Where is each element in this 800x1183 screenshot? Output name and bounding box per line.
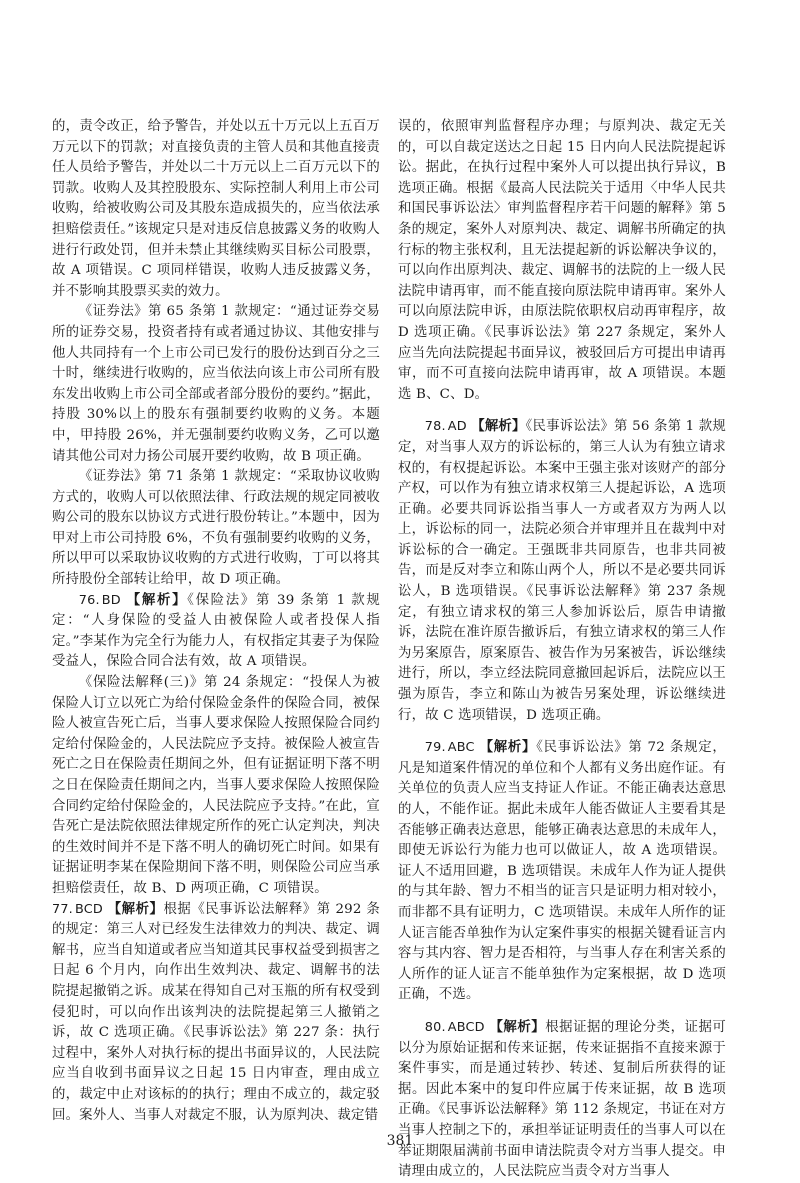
answer-choice: AD bbox=[447, 419, 467, 435]
item-number: 78. bbox=[424, 419, 446, 435]
item-number: 77. bbox=[52, 901, 73, 917]
analysis-tag: 【解析】 bbox=[126, 592, 188, 608]
answer-choice: BD bbox=[101, 592, 121, 608]
answer-choice: ABCD bbox=[447, 1019, 485, 1035]
right-column bbox=[398, 117, 726, 1183]
left-column bbox=[52, 117, 380, 1126]
analysis-text: 《民事诉讼法》第 56 条第 1 款规定，对当事人双方的诉讼标的，第三人认为有独立请求权的，有权提起诉讼。本案中王强主张对该财产的部分产权，可以作为有独立请求权第三人提起诉讼，A 选项正确。必要共同诉讼指当事人一方或者双方为两人以上，诉讼标的同一，法院必须合并审理并且在裁判中对诉讼标的合一确定。王强既非共同原告，也非共同被告，而是反对李立和陈山两个人，所以不是必要共同诉讼人，B 选项错误。《民事诉讼法解释》第 237 条规定，有独立请求权的第三人参加诉讼后，原告申请撤诉，法院在准许原告撤诉后，有独立请求权的第三人作为另案原告，原案原告、被告作为另案被告，诉讼继续进行，所以，李立经法院同意撤回起诉后，法院应以王强为原告，李立和陈山为被告另案处理，诉讼继续进行，故 C 选项错误，D 选项正确。 bbox=[398, 419, 726, 723]
paragraph: 《证券法》第 65 条第 1 款规定：“通过证券交易所的证券交易，投资者持有或者通过协议、其他安排与他人共同持有一个上市公司已发行的股份达到百分之三十时，继续进行收购的，应当依法向该上市公司所有股东发出收购上市公司全部或者部分股份的要约。”据此，持股 30%以上的股东有强制要约收购的义务。本题中，甲持股 26%，并无强制要约收购义务，乙可以邀请其他公司对力扬公司展开要约收购，故 B 项正确。 bbox=[52, 304, 380, 464]
answer-item-76 bbox=[52, 591, 380, 673]
answer-item-80 bbox=[398, 1018, 726, 1183]
answer-choice: BCD bbox=[74, 901, 103, 917]
item-number: 79. bbox=[424, 740, 446, 756]
answer-item-77 bbox=[52, 900, 380, 1127]
paragraph: 误的，依照审判监督程序办理；与原判决、裁定无关的，可以自裁定送达之日起 15 日内向人民法院提起诉讼。据此，在执行过程中案外人可以提出执行异议，B 选项正确。根据《最高人民法院关于适用〈中华人民共和国民事诉讼法〉审判监督程序若干问题的解释》第 5 条的规定，案外人对原判决、裁定、调解书所确定的执行标的物主张权利，且无法提起新的诉讼解决争议的，可以向作出原判决、裁定、调解书的法院的上一级人民法院申请再审，而不能直接向原法院申请再审。案外人可以向原法院申诉，由原法院依职权启动再审程序，故 D 选项正确。《民事诉讼法》第 227 条规定，案外人应当先向法院提起书面异议，被驳回后方可提出申请再审，而不可直接向法院申请再审，故 A 项错误。本题选 B、C、D。 bbox=[398, 119, 726, 402]
answer-item-78 bbox=[398, 417, 726, 726]
analysis-tag: 【解析】 bbox=[489, 1019, 546, 1035]
analysis-tag: 【解析】 bbox=[479, 740, 537, 756]
item-number: 76. bbox=[78, 592, 100, 608]
analysis-text: 《保险法》第 39 条第 1 款规定：“人身保险的受益人由被保险人或者投保人指定。”李某作为完全行为能力人，有权指定其妻子为保险受益人，保险合同合法有效，故 A 项错误。 bbox=[52, 592, 380, 670]
analysis-text: 根据《民事诉讼法解释》第 292 条的规定：第三人对已经发生法律效力的判决、裁定、调解书，应当自知道或者应当知道其民事权益受到损害之日起 6 个月内，向作出生效判决、裁定、调解书的法院提起撤销之诉。成某在得知自己对玉瓶的所有权受到侵犯时，可以向作出该判决的法院提起第三人撤销之诉，故 C 选项正确。《民事诉讼法》第 227 条：执行过程中，案外人对执行标的提出书面异议的，人民法院应当自收到书面异议之日起 15 日内审查，理由成立的，裁定中止对该标的的执行；理由不成立的，裁定驳回。案外人、当事人对裁定不服，认为原判决、裁定错 bbox=[52, 901, 380, 1123]
paragraph: 的，责令改正，给予警告，并处以五十万元以上五百万万元以下的罚款；对直接负责的主管人员和其他直接责任人员给予警告，并处以二十万元以上二百万元以下的罚款。收购人及其控股股东、实际控制人利用上市公司收购，给被收购公司及其股东造成损失的，应当依法承担赔偿责任。”该规定只是对违反信息披露义务的收购人进行行政处罚，但并未禁止其继续购买目标公司股票，故 A 项错误。C 项同样错误，收购人违反披露义务，并不影响其股票买卖的效力。 bbox=[52, 119, 380, 299]
analysis-text: 《民事诉讼法》第 72 条规定，凡是知道案件情况的单位和个人都有义务出庭作证。有关单位的负责人应当支持证人作证。不能正确表达意思的人，不能作证。据此未成年人能否做证人主要看其是否能够正确表达意思，能够正确表达意思的未成年人，即使无诉讼行为能力也可以做证人，故 A 选项错误。证人不适用回避，B 选项错误。未成年人作为证人提供的与其年龄、智力不相当的证言只是证明力相对较小，而非都不具有证明力，C 选项错误。未成年人所作的证人证言能否单独作为认定案件事实的根据关键看证言内容与其内容、智力是否相符，与当事人存在利害关系的人所作的证人证言不能单独作为定案根据，故 D 选项正确，不选。 bbox=[398, 740, 726, 1003]
paragraph: 《保险法解释(三)》第 24 条规定：“投保人为被保险人订立以死亡为给付保险金条件的保险合同，被保险人被宣告死亡后，当事人要求保险人按照保险合同约定给付保险金的，人民法院应予支持。被保险人被宣告死亡之日在保险责任期间之外，但有证据证明下落不明之日在保险责任期间之内，当事人要求保险人按照保险合同约定给付保险金的，人民法院应予支持。”在此，宣告死亡是法院依照法律规定所作的死亡认定判决，判决的生效时间并不是下落不明人的确切死亡时间。如果有证据证明李某在保险期间下落不明，则保险公司应当承担赔偿责任，故 B、D 两项正确，C 项错误。 bbox=[52, 675, 380, 896]
page-number: 381 bbox=[386, 1133, 414, 1149]
answer-choice: ABC bbox=[447, 740, 475, 756]
analysis-text: 根据证据的理论分类，证据可以分为原始证据和传来证据，传来证据指不直接来源于案件事实，而是通过转抄、转述、复制后所获得的证据。因此本案中的复印件应属于传来证据，故 B 选项正确。《民事诉讼法解释》第 112 条规定，书证在对方当事人控制之下的，承担举证证明责任的当事人可以在举证期限届满前书面申请法院责令对方当事人提交。申请理由成立的，人民法院应当责令对方当事人 bbox=[398, 1019, 726, 1180]
answer-item-79 bbox=[398, 738, 726, 1006]
analysis-tag: 【解析】 bbox=[107, 901, 164, 917]
paragraph: 《证券法》第 71 条第 1 款规定：“采取协议收购方式的，收购人可以依照法律、行政法规的规定同被收购公司的股东以协议方式进行股份转让。”本题中，因为甲对上市公司持股 6%，不负有强制要约收购的义务，所以甲可以采取协议收购的方式进行收购，丁可以将其所持股份全部转让给甲，故 D 项正确。 bbox=[52, 469, 380, 588]
analysis-tag: 【解析】 bbox=[471, 419, 526, 435]
item-number: 80. bbox=[424, 1019, 446, 1035]
